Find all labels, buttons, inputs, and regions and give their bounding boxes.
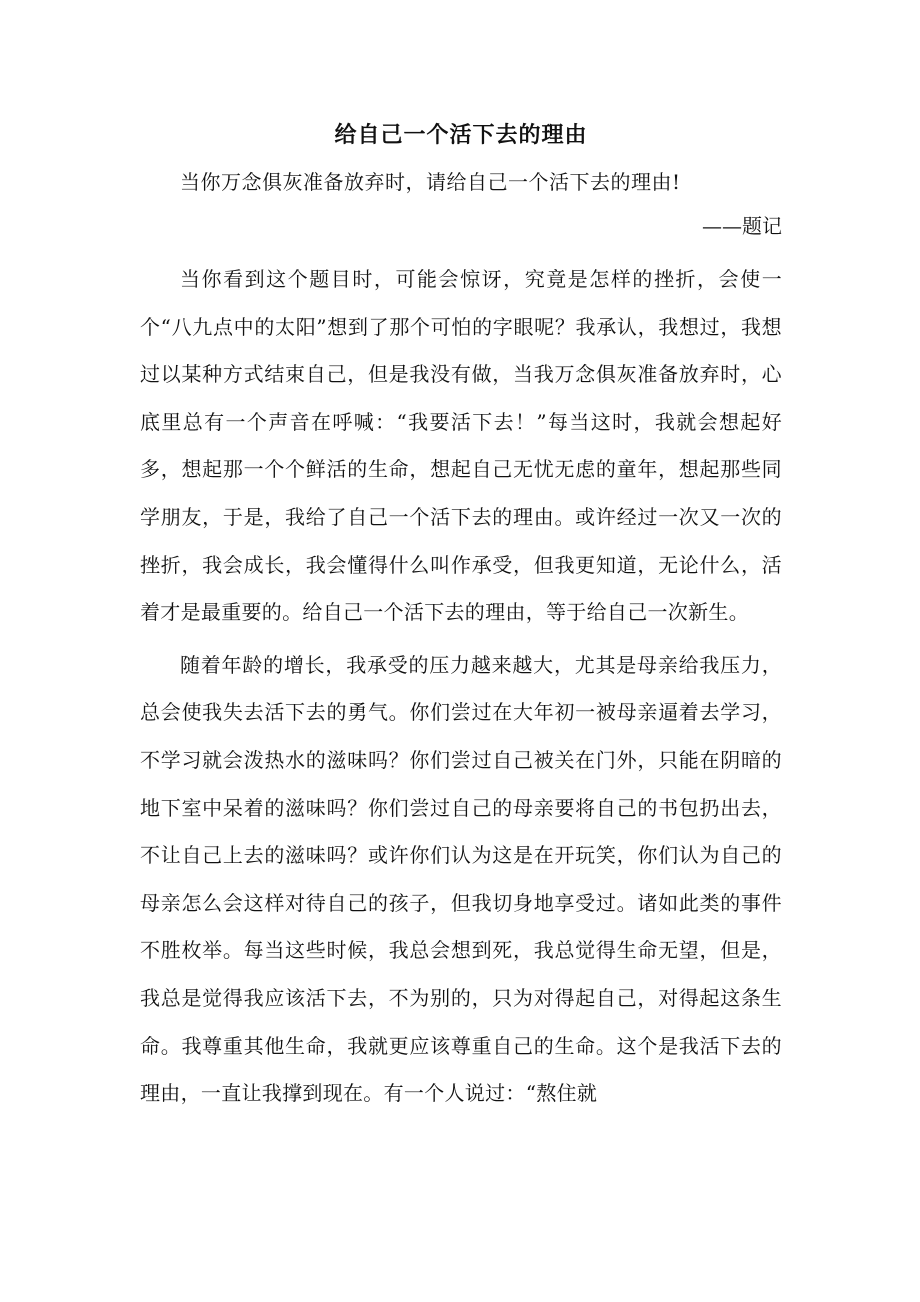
body-paragraph: 随着年龄的增长，我承受的压力越来越大，尤其是母亲给我压力，总会使我失去活下去的勇气。你们尝过在大年初一被母亲逼着去学习，不学习就会泼热水的滋味吗？你们尝过自己被关在门外，只能在阴暗的地下室中呆着的滋味吗？你们尝过自己的母亲要将自己的书包扔出去，不让自己上去的滋味吗？或许你们认为这是在开玩笑，你们认为自己的母亲怎么会这样对待自己的孩子，但我切身地享受过。诸如此类的事件不胜枚举。每当这些时候，我总会想到死，我总觉得生命无望，但是，我总是觉得我应该活下去，不为别的，只为对得起自己，对得起这条生命。我尊重其他生命，我就更应该尊重自己的生命。这个是我活下去的理由，一直让我撑到现在。有一个人说过：“熬住就 [140,652,782,1106]
body-paragraph: 当你看到这个题目时，可能会惊讶，究竟是怎样的挫折，会使一个“八九点中的太阳”想到了那个可怕的字眼呢？我承认，我想过，我想过以某种方式结束自己，但是我没有做，当我万念俱灰准备放弃时，心底里总有一个声音在呼喊：“我要活下去！”每当这时，我就会想起好多，想起那一个个鲜活的生命，想起自己无忧无虑的童年，想起那些同学朋友，于是，我给了自己一个活下去的理由。或许经过一次又一次的挫折，我会成长，我会懂得什么叫作承受，但我更知道，无论什么，活着才是最重要的。给自己一个活下去的理由，等于给自己一次新生。 [140,267,782,625]
document-body [140,118,782,1118]
epigraph: 当你万念俱灰准备放弃时，请给自己一个活下去的理由! [180,170,681,194]
epigraph-attribution: ——题记 [702,214,782,238]
document-title: 给自己一个活下去的理由 [334,123,588,148]
